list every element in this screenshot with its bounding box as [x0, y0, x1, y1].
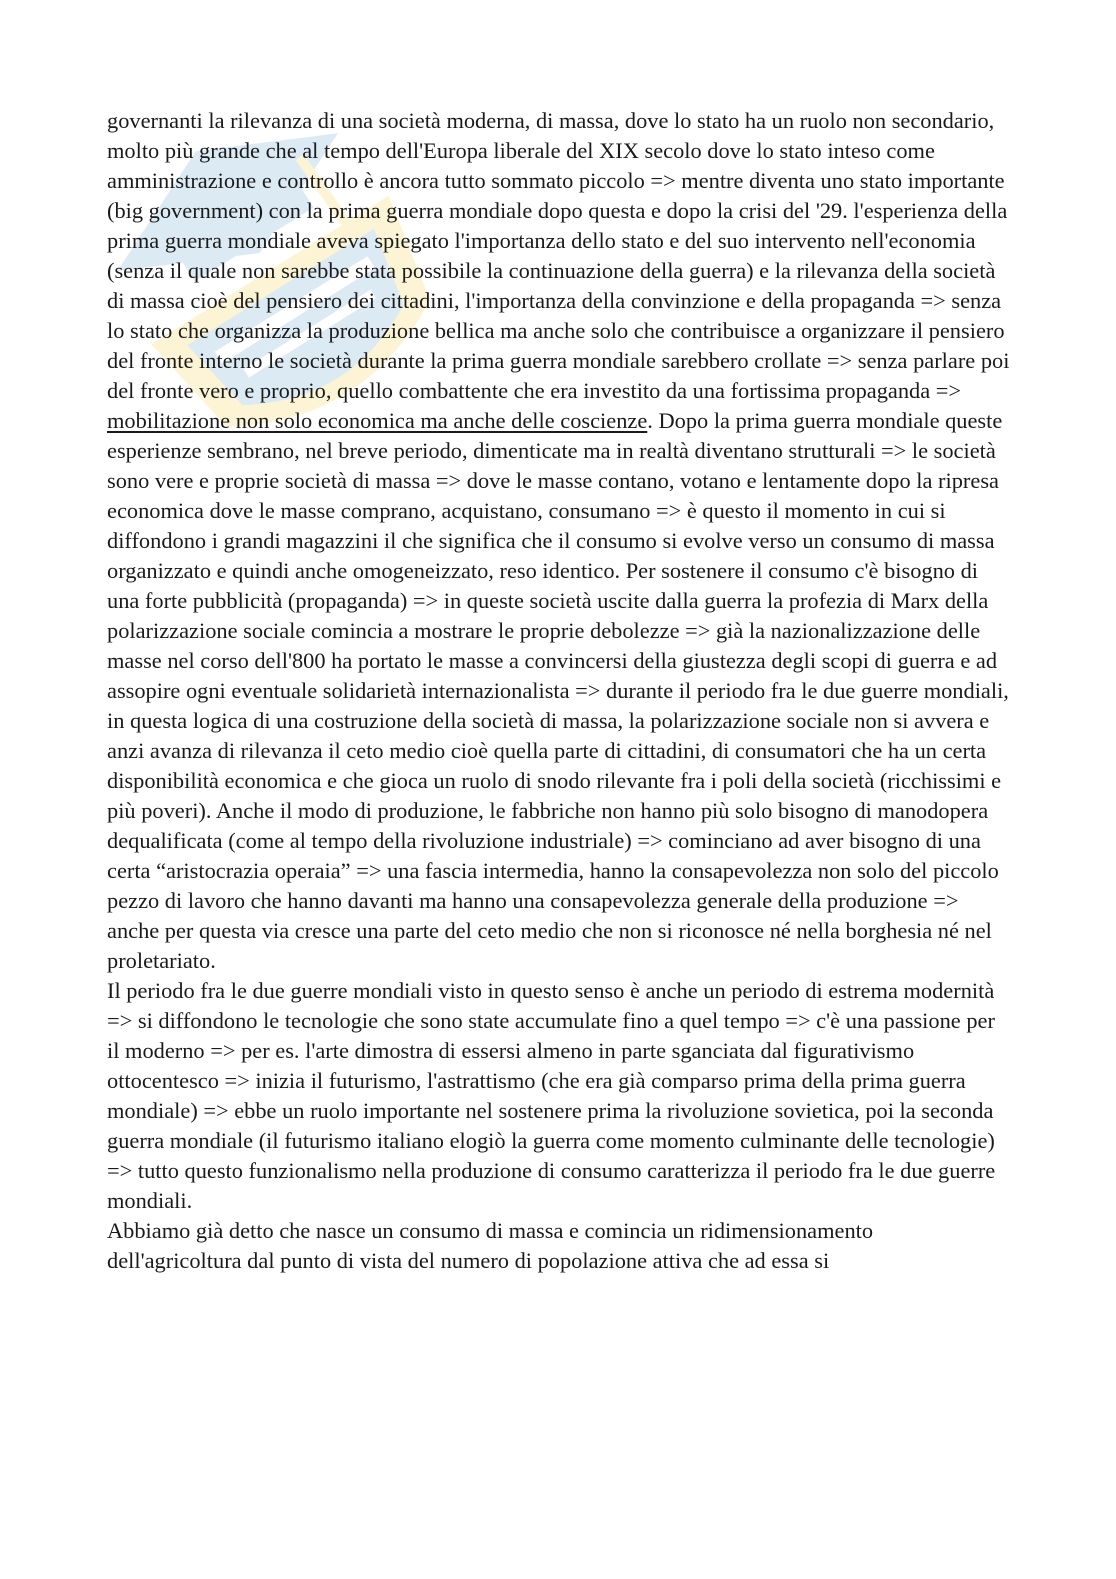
- paragraph-1: [107, 106, 1012, 976]
- paragraph-1-text-end: . Dopo la prima guerra mondiale queste esperienze sembrano, nel breve periodo, dimenticate ma in realtà diventano strutturali => le società sono vere e proprie società di massa => dove le masse contano, votano e lentamente dopo la ripresa economica dove le masse comprano, acquistano, consumano => è questo il momento in cui si diffondono i grandi magazzini il che significa che il consumo si evolve verso un consumo di massa organizzato e quindi anche omogeneizzato, reso identico. Per sostenere il consumo c'è bisogno di una forte pubblicità (propaganda) => in queste società uscite dalla guerra la profezia di Marx della polarizzazione sociale comincia a mostrare le proprie debolezze => già la nazionalizzazione delle masse nel corso dell'800 ha portato le masse a convincersi della giustezza degli scopi di guerra e ad assopire ogni eventuale solidarietà internazionalista => durante il periodo fra le due guerre mondiali, in questa logica di una costruzione della società di massa, la polarizzazione sociale non si avvera e anzi avanza di rilevanza il ceto medio cioè quella parte di cittadini, di consumatori che ha un certa disponibilità economica e che gioca un ruolo di snodo rilevante fra i poli della società (ricchissimi e più poveri). Anche il modo di produzione, le fabbriche non hanno più solo bisogno di manodopera dequalificata (come al tempo della rivoluzione industriale) => cominciano ad aver bisogno di una certa “aristocrazia operaia” => una fascia intermedia, hanno la consapevolezza non solo del piccolo pezzo di lavoro che hanno davanti ma hanno una consapevolezza generale della produzione => anche per questa via cresce una parte del ceto medio che non si riconosce né nella borghesia né nel proletariato.: [107, 408, 1009, 973]
- paragraph-1-text-start: governanti la rilevanza di una società moderna, di massa, dove lo stato ha un ruolo non secondario, molto più grande che al tempo dell'Europa liberale del XIX secolo dove lo stato inteso come amministrazione e controllo è ancora tutto sommato piccolo => mentre diventa uno stato importante (big government) con la prima guerra mondiale dopo questa e dopo la crisi del '29. l'esperienza della prima guerra mondiale aveva spiegato l'importanza dello stato e del suo intervento nell'economia (senza il quale non sarebbe stata possibile la continuazione della guerra) e la rilevanza della società di massa cioè del pensiero dei cittadini, l'importanza della convinzione e della propaganda => senza lo stato che organizza la produzione bellica ma anche solo che contribuisce a organizzare il pensiero del fronte interno le società durante la prima guerra mondiale sarebbero crollate => senza parlare poi del fronte vero e proprio, quello combattente che era investito da una fortissima propaganda =>: [107, 108, 1010, 403]
- paragraph-3: Abbiamo già detto che nasce un consumo di massa e comincia un ridimensionamento dell'agricoltura dal punto di vista del numero di popolazione attiva che ad essa si: [107, 1218, 874, 1273]
- paragraph-2: Il periodo fra le due guerre mondiali visto in questo senso è anche un periodo di estrema modernità => si diffondono le tecnologie che sono state accumulate fino a quel tempo => c'è una passione per il moderno => per es. l'arte dimostra di essersi almeno in parte sganciata dal figurativismo ottocentesco => inizia il futurismo, l'astrattismo (che era già comparso prima della prima guerra mondiale) => ebbe un ruolo importante nel sostenere prima la rivoluzione sovietica, poi la seconda guerra mondiale (il futurismo italiano elogiò la guerra come momento culminante delle tecnologie) => tutto questo funzionalismo nella produzione di consumo caratterizza il periodo fra le due guerre mondiali.: [107, 978, 996, 1213]
- underlined-phrase: mobilitazione non solo economica ma anche delle coscienze: [107, 408, 648, 433]
- document-body: [107, 106, 1012, 1276]
